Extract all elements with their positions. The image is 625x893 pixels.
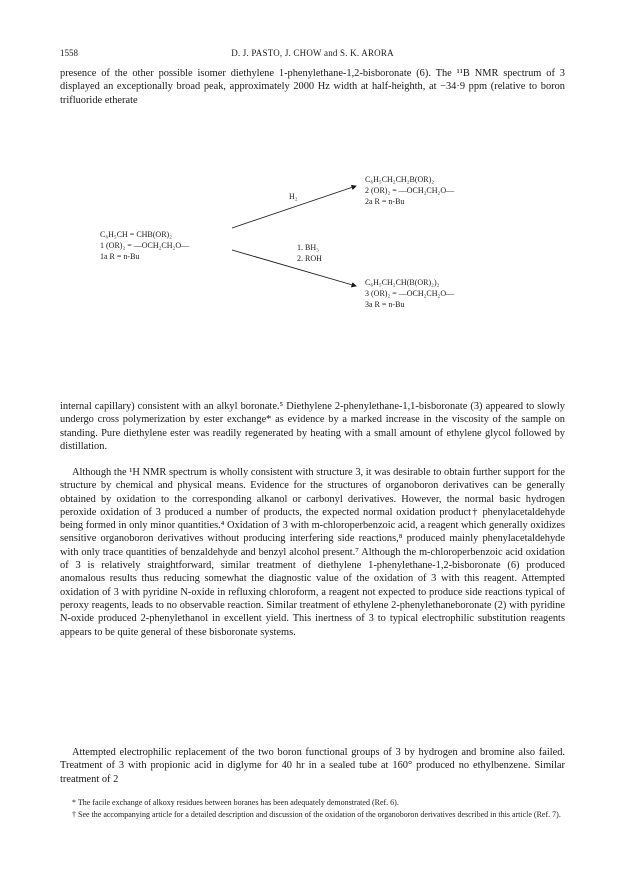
- reactant-label-1a: 1a R = n-Bu: [100, 252, 140, 261]
- page-header: [60, 48, 565, 62]
- arrow-hydroboration: [232, 250, 356, 286]
- paragraph-3: Although the ¹H NMR spectrum is wholly consistent with structure 3, it was desirable to obtain further support for the structure by chemical and physical means. Evidence for the structures of organoboron derivatives can be generally obtained by oxidation to the corresponding alkanol or carbonyl derivatives. However, the normal basic hydrogen peroxide oxidation of 3 produced a number of products, the expected normal oxidation product† phenylacetaldehyde being formed in only minor quantities.⁴ Oxidation of 3 with m-chloroperbenzoic acid, a reagent which generally oxidizes sensitive organoboron derivatives without producing interfering side reactions,⁸ produced mainly phenylacetaldehyde with only trace quantities of benzaldehyde and benzyl alcohol present.⁷ Although the m-chloroperbenzoic acid oxidation of 3 is relatively straightforward, similar treatment of diethylene 1-phenylethane-1,2-bisboronate (6) produced anomalous results thus reducing somewhat the diagnostic value of the oxidation of 3 with this reagent. Attempted oxidation of 3 with pyridine N-oxide in refluxing chloroform, a reagent not expected to produce side reactions typical of peroxy reagents, leads to no observable reaction. Similar treatment of ethylene 2-phenylethaneboronate (2) with pyridine N-oxide produced 2-phenylethanol in excellent yield. This inertness of 3 to typical electrophilic substitution reagents appears to be quite general of these bisboronate systems.: [60, 467, 565, 638]
- reagent-bh3: 1. BH₃: [297, 243, 319, 252]
- paragraph-1: presence of the other possible isomer diethylene 1-phenylethane-1,2-bisboronate (6). The ¹¹B NMR spectrum of 3 displayed an exceptionally broad peak, approximately 2000 Hz width at half-heighth, at −34·9 ppm (relative to boron trifluoride etherate: [60, 68, 565, 106]
- reaction-scheme: [60, 162, 565, 342]
- product-2a-label: 2a R = n-Bu: [365, 197, 405, 206]
- paragraph-2: internal capillary) consistent with an alkyl boronate.⁵ Diethylene 2-phenylethane-1,1-bisboronate (3) appeared to slowly undergo cross polymerization by ester exchange* as evidence by a marked increase in the viscosity of the sample on standing. Pure diethylene ester was readily regenerated by heating with a small amount of ethylene glycol followed by distillation.: [60, 401, 565, 452]
- product-3-formula: C₆H₅CH₂CH(B(OR)₂)₂: [365, 278, 440, 287]
- product-3-label: 3 (OR)₂ = —OCH₂CH₂O—: [365, 289, 455, 298]
- product-2-label: 2 (OR)₂ = —OCH₂CH₂O—: [365, 186, 455, 195]
- reactant-formula: C₆H₅CH = CHB(OR)₂: [100, 230, 172, 239]
- page-number: 1558: [60, 48, 78, 58]
- reagent-h2: H₂: [289, 192, 298, 201]
- footnote-dagger: † See the accompanying article for a detailed description and discussion of the oxidation of the organoboron derivatives described in this article (Ref. 7).: [72, 810, 561, 819]
- footnote-star: * The facile exchange of alkoxy residues between boranes has been adequately demonstrated (Ref. 6).: [72, 798, 399, 807]
- footnotes: [60, 797, 565, 821]
- product-3a-label: 3a R = n-Bu: [365, 300, 405, 309]
- paragraph-4: Attempted electrophilic replacement of the two boron functional groups of 3 by hydrogen and bromine also failed. Treatment of 3 with propionic acid in diglyme for 40 hr in a sealed tube at 160° produced no ethylbenzene. Similar treatment of 2: [60, 747, 565, 785]
- reagent-roh: 2. ROH: [297, 254, 322, 263]
- reactant-label-1: 1 (OR)₂ = —OCH₂CH₂O—: [100, 241, 190, 250]
- running-head: D. J. PASTO, J. CHOW and S. K. ARORA: [231, 48, 394, 58]
- product-2-formula: C₆H₅CH₂CH₂B(OR)₂: [365, 175, 435, 184]
